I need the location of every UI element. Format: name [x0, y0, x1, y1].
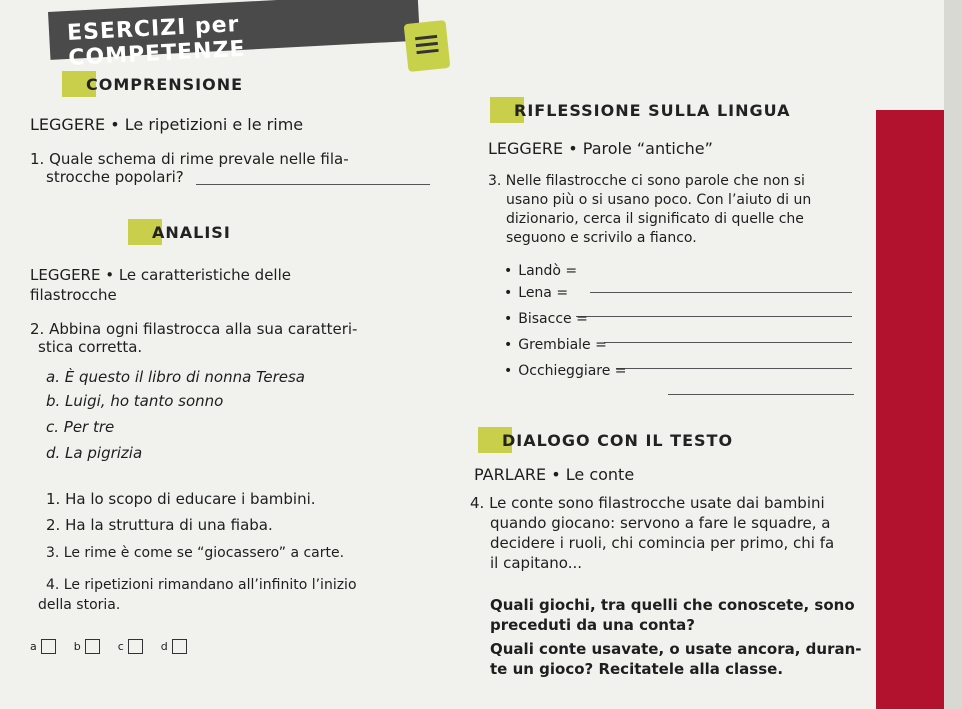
word-answer-line-lena[interactable] [576, 316, 852, 317]
question-4-bold-line-4: te un gioco? Recitatele alla classe. [490, 660, 784, 678]
answer-line-1[interactable] [196, 184, 430, 185]
analisi-heading: ANALISI [128, 218, 231, 246]
question-3-line-4: seguono e scrivilo a fianco. [506, 230, 697, 246]
filastrocca-title-d: d. La pigrizia [46, 444, 143, 462]
question-1-line-1: 1. Quale schema di rime prevale nelle fila- [30, 150, 349, 168]
word-answer-line-lando[interactable] [590, 292, 852, 293]
feature-4-line-2: della storia. [38, 597, 121, 613]
dialogo-heading: DIALOGO CON IL TESTO [478, 426, 733, 454]
answer-boxes: a b c d [30, 639, 205, 654]
answer-box-c[interactable] [128, 639, 143, 654]
question-4-bold-line-1: Quali giochi, tra quelli che conoscete, sono [490, 596, 855, 614]
filastrocca-title-a: a. È questo il libro di nonna Teresa [46, 368, 305, 386]
answer-box-a[interactable] [41, 639, 56, 654]
question-4-line-2: quando giocano: servono a fare le squadre, a [490, 514, 831, 532]
dialogo-subtitle: PARLARE • Le conte [474, 465, 635, 484]
question-3-line-2: usano più o si usano poco. Con l’aiuto di un [506, 192, 812, 208]
feature-1: 1. Ha lo scopo di educare i bambini. [46, 490, 316, 508]
feature-4-line-1: 4. Le ripetizioni rimandano all’infinito l’inizio [46, 577, 357, 593]
question-4-line-3: decidere i ruoli, chi comincia per primo, chi fa [490, 534, 835, 552]
exercises-banner [48, 0, 420, 71]
banner-title: ESERCIZI per COMPETENZE [66, 12, 247, 71]
question-4-line-1: 4. Le conte sono filastrocche usate dai bambini [470, 494, 825, 512]
filastrocca-title-b: b. Luigi, ho tanto sonno [46, 392, 224, 410]
word-lando: • Landò = [504, 262, 577, 280]
riflessione-heading: RIFLESSIONE SULLA LINGUA [490, 96, 791, 124]
red-margin-band [876, 110, 944, 709]
word-answer-line-occhieggiare[interactable] [668, 394, 854, 395]
comprensione-heading: COMPRENSIONE [62, 70, 243, 98]
word-occhieggiare: • Occhieggiare = [504, 362, 627, 380]
word-answer-line-grembiale[interactable] [616, 368, 852, 369]
word-lena: • Lena = [504, 284, 568, 302]
question-2-line-2: stica corretta. [38, 338, 143, 356]
question-3-line-1: 3. Nelle filastrocche ci sono parole che non si [488, 173, 805, 189]
riflessione-subtitle: LEGGERE • Parole “antiche” [488, 139, 713, 158]
question-4-bold-line-2: preceduti da una conta? [490, 616, 695, 634]
feature-3: 3. Le rime è come se “giocassero” a carte. [46, 545, 345, 561]
question-1-line-2: strocche popolari? [46, 168, 184, 186]
word-bisacce: • Bisacce = [504, 310, 588, 328]
question-3-line-3: dizionario, cerca il significato di quelle che [506, 211, 804, 227]
word-answer-line-bisacce[interactable] [604, 342, 852, 343]
feature-2: 2. Ha la struttura di una fiaba. [46, 516, 273, 534]
question-4-line-4: il capitano... [490, 554, 583, 572]
notebook-icon [404, 20, 451, 72]
analisi-subtitle-line-2: filastrocche [30, 286, 117, 304]
answer-box-d[interactable] [172, 639, 187, 654]
word-grembiale: • Grembiale = [504, 336, 607, 354]
page-edge [944, 0, 962, 709]
analisi-subtitle-line-1: LEGGERE • Le caratteristiche delle [30, 266, 291, 284]
question-4-bold-line-3: Quali conte usavate, o usate ancora, duran- [490, 640, 862, 658]
answer-box-b[interactable] [85, 639, 100, 654]
filastrocca-title-c: c. Per tre [46, 418, 115, 436]
question-2-line-1: 2. Abbina ogni filastrocca alla sua caratteri- [30, 320, 358, 338]
comprensione-subtitle: LEGGERE • Le ripetizioni e le rime [30, 115, 304, 134]
